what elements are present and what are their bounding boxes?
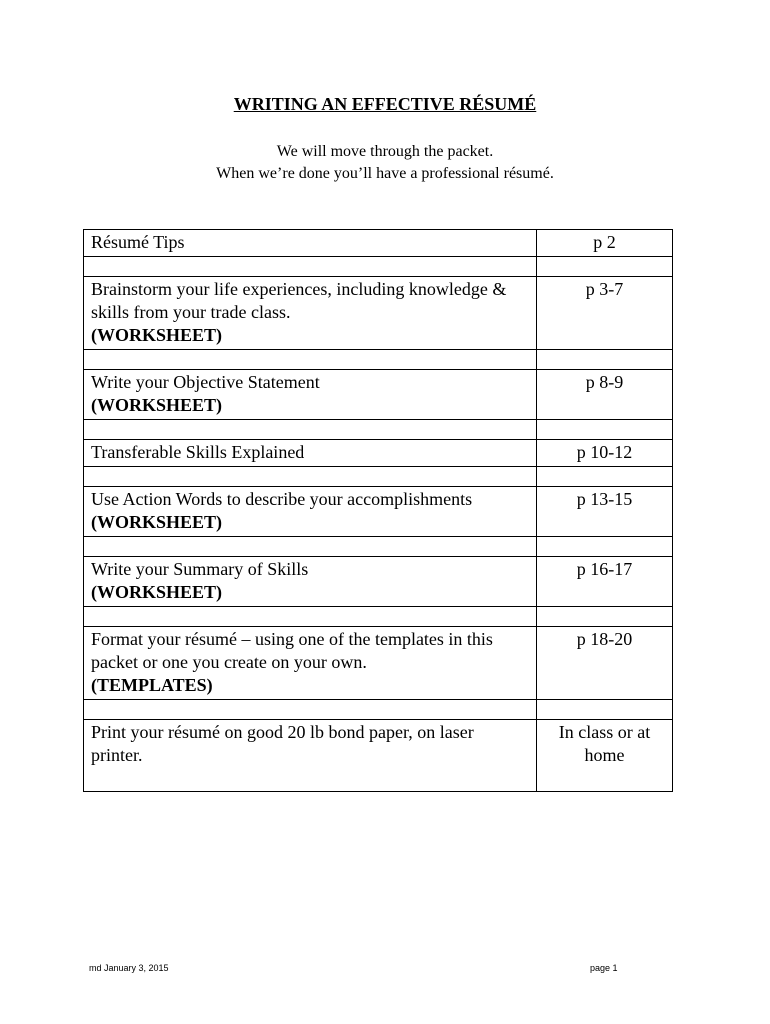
table-row (84, 440, 673, 467)
table-row (84, 720, 673, 792)
spacer-cell (84, 700, 537, 720)
task-text: Use Action Words to describe your accomplishments (91, 489, 473, 509)
spacer-row (84, 350, 673, 370)
intro-line-1: We will move through the packet. (276, 143, 494, 160)
task-cell (84, 627, 537, 700)
spacer-cell (537, 607, 673, 627)
task-text: Write your Objective Statement (91, 372, 320, 392)
task-cell (84, 230, 537, 257)
task-tag: (WORKSHEET) (91, 512, 223, 532)
document-title: WRITING AN EFFECTIVE RÉSUMÉ (233, 94, 537, 114)
footer-page-number: page 1 (590, 963, 618, 973)
spacer-cell (84, 607, 537, 627)
spacer-cell (84, 350, 537, 370)
task-cell (84, 370, 537, 420)
intro-text (0, 141, 770, 185)
table-row (84, 230, 673, 257)
contents-table (83, 229, 673, 792)
intro-line-2: When we’re done you’ll have a professional résumé. (216, 165, 554, 182)
task-text: Résumé Tips (91, 232, 185, 252)
spacer-cell (537, 467, 673, 487)
spacer-cell (84, 537, 537, 557)
page-cell: p 13-15 (537, 487, 673, 537)
task-cell (84, 557, 537, 607)
spacer-row (84, 257, 673, 277)
table-row (84, 370, 673, 420)
page-cell: p 2 (537, 230, 673, 257)
task-text: Transferable Skills Explained (91, 442, 305, 462)
task-tag: (WORKSHEET) (91, 395, 223, 415)
page-cell: p 3-7 (537, 277, 673, 350)
spacer-cell (537, 700, 673, 720)
spacer-cell (537, 257, 673, 277)
page-cell: p 18-20 (537, 627, 673, 700)
table-row (84, 557, 673, 607)
task-text: Format your résumé – using one of the templates in this packet or one you create on your own. (91, 629, 493, 672)
task-tag: (WORKSHEET) (91, 325, 223, 345)
spacer-row (84, 420, 673, 440)
task-cell (84, 720, 537, 792)
page-cell: p 8-9 (537, 370, 673, 420)
task-text: Print your résumé on good 20 lb bond paper, on laser printer. (91, 722, 474, 765)
spacer-row (84, 607, 673, 627)
page-cell: p 16-17 (537, 557, 673, 607)
task-tag: (TEMPLATES) (91, 675, 213, 695)
footer-date: md January 3, 2015 (89, 963, 169, 973)
table-row (84, 627, 673, 700)
spacer-cell (537, 537, 673, 557)
spacer-row (84, 467, 673, 487)
spacer-cell (84, 257, 537, 277)
spacer-cell (84, 467, 537, 487)
page-cell: In class or at home (537, 720, 673, 792)
task-text: Brainstorm your life experiences, including knowledge & skills from your trade class. (91, 279, 507, 322)
spacer-cell (537, 420, 673, 440)
spacer-cell (537, 350, 673, 370)
task-cell (84, 277, 537, 350)
table-row (84, 487, 673, 537)
page-cell: p 10-12 (537, 440, 673, 467)
spacer-row (84, 700, 673, 720)
task-tag: (WORKSHEET) (91, 582, 223, 602)
task-cell (84, 440, 537, 467)
task-text: Write your Summary of Skills (91, 559, 309, 579)
spacer-cell (84, 420, 537, 440)
spacer-row (84, 537, 673, 557)
table-row (84, 277, 673, 350)
task-cell (84, 487, 537, 537)
